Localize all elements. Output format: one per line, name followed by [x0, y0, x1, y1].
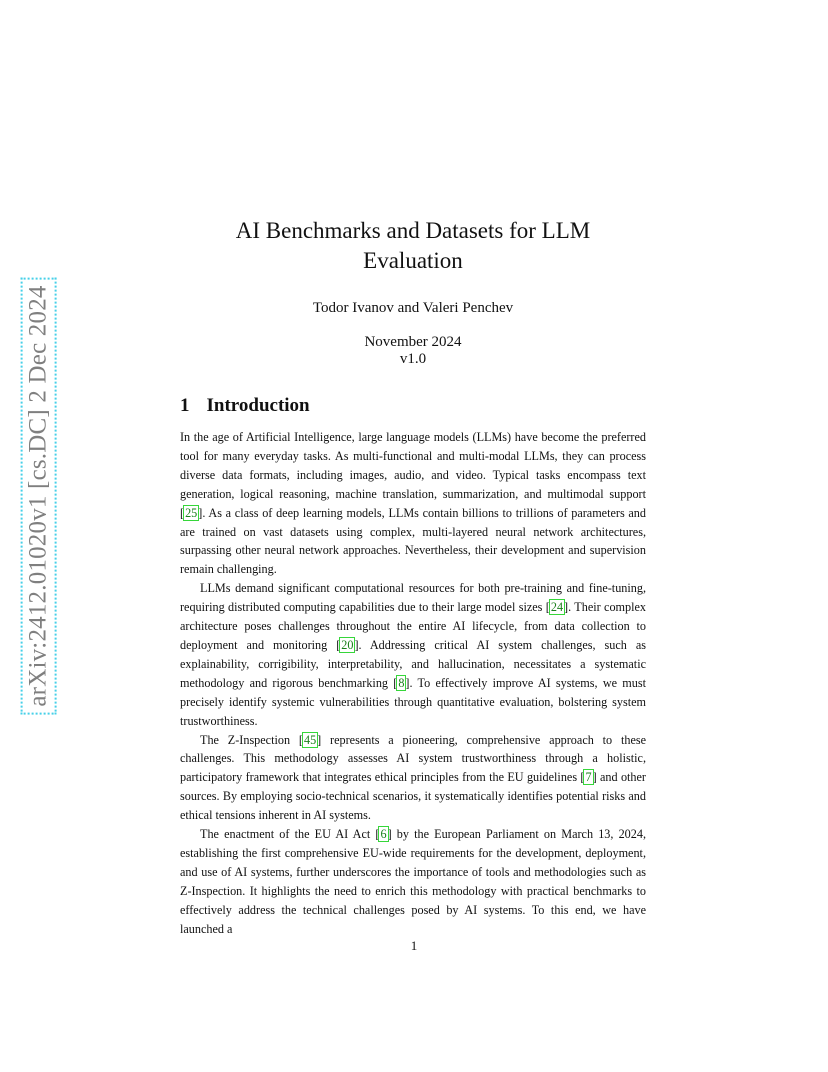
paper-title-line-1: AI Benchmarks and Datasets for LLM — [235, 218, 591, 243]
page-number: 1 — [410, 938, 418, 953]
paragraph-text: . Their complex architecture poses challenges throughout the entire AI lifecycle, from data collection to deployment and monitoring — [180, 600, 647, 652]
paragraph-1: In the age of Artificial Intelligence, large language models (LLMs) have become the preferred tool for many everyday tasks. As multi-functional and multi-modal LLMs, they can process diverse data formats, including images, audio, and video. Typical tasks encompass text generation, logical reasoning, machine translation, summarization, and multimodal support [25]. As a class of deep learning models, LLMs contain billions to trillions of parameters and are trained on vast datasets using complex, multi-layered neural network architectures, surpassing other neural network approaches. Nevertheless, their development and supervision remain challenging. — [180, 430, 646, 577]
paragraph-text: The enactment of the EU AI Act — [200, 827, 376, 842]
section-body — [180, 428, 646, 938]
paragraph-text: The Z-Inspection — [200, 732, 299, 747]
paragraph-text: . Addressing critical AI system challenges, such as explainability, corrigibility, interpretability, and hallucination, necessitates a systematic methodology and rigorous benchmarking — [180, 637, 646, 690]
citation-link[interactable]: 45 — [303, 732, 317, 747]
section-title: Introduction — [206, 395, 310, 416]
section-heading — [180, 394, 310, 418]
paper-authors: Todor Ivanov and Valeri Penchev — [312, 300, 514, 316]
arxiv-identifier-stamp — [24, 262, 54, 730]
paper-version: v1.0 — [399, 351, 427, 367]
arxiv-identifier-text: arXiv:2412.01020v1 [cs.DC] 2 Dec 2024 — [21, 277, 57, 714]
paper-date: November 2024 — [364, 334, 462, 350]
paragraph-text: In the age of Artificial Intelligence, large language models (LLMs) have become the preferred tool for many everyday tasks. As multi-functional and multi-modal LLMs, they can process diverse data formats, including images, audio, and video. Typical tasks encompass text generation, logical reasoning, machine translation, summarization, and multimodal support — [180, 430, 646, 501]
citation-link[interactable]: 24 — [550, 600, 564, 615]
date-block — [180, 334, 646, 368]
citation-link[interactable]: 8 — [398, 675, 405, 690]
paragraph-text: LLMs demand significant computational resources for both pre-training and fine-tuning, requiring distributed computing capabilities due to their large model sizes — [180, 581, 646, 615]
citation-link[interactable]: 25 — [185, 505, 198, 520]
paragraph-text: by the European Parliament on March 13, 2024, establishing the first comprehensive EU-wide requirements for the development, deployment, and use of AI systems, further underscores the importance of tools and methodologies such as Z-Inspection. It highlights the need to enrich this methodology with practical benchmarks to effectively address the technical challenges posed by AI systems. To this end, we have launched a — [180, 827, 646, 936]
paper-title — [180, 216, 646, 276]
paragraph-3: The Z-Inspection [45] represents a pioneering, comprehensive approach to these challenges. This methodology assesses AI system trustworthiness through a holistic, participatory framework that integrates ethical principles from the EU guidelines [7] and other sources. By employing socio-technical scenarios, it systematically identifies potential risks and ethical tensions inherent in AI systems. — [180, 732, 647, 823]
citation-link[interactable]: 7 — [585, 770, 592, 785]
paper-title-line-2: Evaluation — [363, 248, 463, 273]
title-block — [180, 216, 646, 368]
paragraph-text: . As a class of deep learning models, LLMs contain billions to trillions of parameters and are trained on vast datasets using complex, multi-layered neural network architectures, surpassing other neural network approaches. Nevertheless, their development and supervision remain challenging. — [180, 505, 646, 577]
paragraph-text: . To effectively improve AI systems, we must precisely identify systemic vulnerabilities through quantitative evaluation, bolstering system trustworthiness. — [180, 675, 646, 728]
section-number: 1 — [180, 395, 190, 416]
citation-link[interactable]: 20 — [341, 637, 354, 652]
paragraph-4: The enactment of the EU AI Act [6] by the European Parliament on March 13, 2024, establishing the first comprehensive EU-wide requirements for the development, deployment, and use of AI systems, further underscores the importance of tools and methodologies such as Z-Inspection. It highlights the need to enrich this methodology with practical benchmarks to effectively address the technical challenges posed by AI systems. To this end, we have launched a — [180, 827, 646, 936]
paragraph-text: represents a pioneering, comprehensive approach to these challenges. This methodology assesses AI system trustworthiness through a holistic, participatory framework that integrates ethical principles from the EU guidelines — [180, 732, 647, 785]
citation-link[interactable]: 6 — [380, 827, 387, 842]
paragraph-text: and other sources. By employing socio-technical scenarios, it systematically identifies potential risks and ethical tensions inherent in AI systems. — [180, 770, 646, 823]
paragraph-2: LLMs demand significant computational resources for both pre-training and fine-tuning, requiring distributed computing capabilities due to their large model sizes [24]. Their complex architecture poses challenges throughout the entire AI lifecycle, from data collection to deployment and monitoring [20]. Addressing critical AI system challenges, such as explainability, corrigibility, interpretability, and hallucination, necessitates a systematic methodology and rigorous benchmarking [8]. To effectively improve AI systems, we must precisely identify systemic vulnerabilities through quantitative evaluation, bolstering system trustworthiness. — [180, 581, 647, 728]
